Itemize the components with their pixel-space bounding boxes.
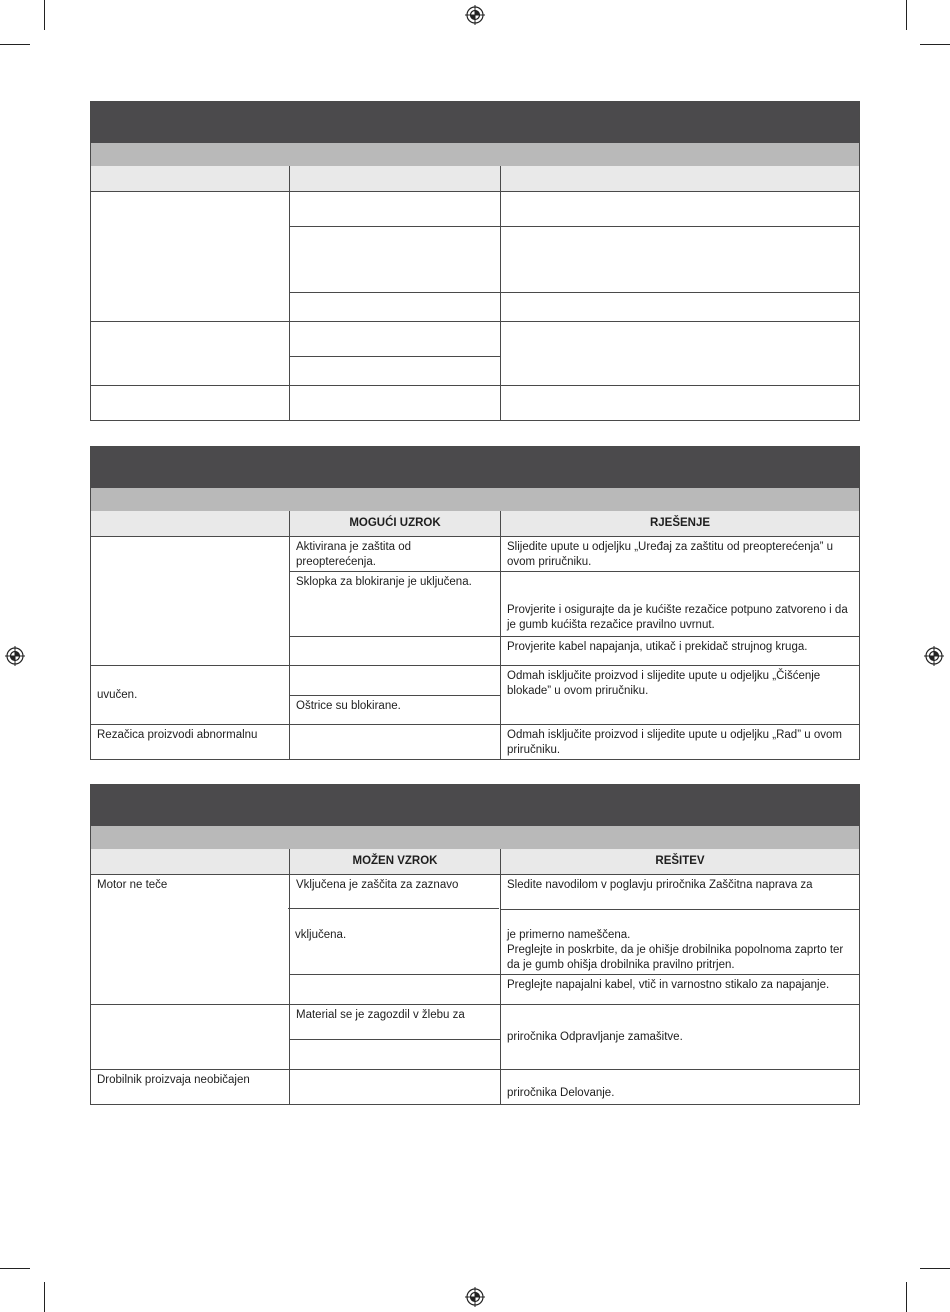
crop-mark <box>44 0 45 30</box>
table-cell-cause <box>289 321 500 356</box>
column-header-problem <box>91 849 289 874</box>
table-subtitle-bar <box>91 826 859 849</box>
table-title-bar <box>91 447 859 488</box>
column-header-solution <box>500 166 859 191</box>
table-title-bar <box>91 785 859 826</box>
column-header-cause: MOGUĆI UZROK <box>289 511 500 536</box>
table-cell-cause: Vključena je zaščita za zaznavo <box>289 874 500 974</box>
table-cell-text: vključena. <box>295 929 347 941</box>
table-cell-text: uvučen. <box>97 688 138 701</box>
table-cell-cause <box>289 1039 500 1069</box>
table-cell-cause <box>289 1069 500 1104</box>
registration-mark-icon <box>924 646 944 666</box>
table-cell-cause <box>289 226 500 292</box>
table-cell-cause: Oštrice su blokirane. <box>289 695 500 724</box>
table-cell-cause <box>289 191 500 226</box>
table-cell-problem <box>91 385 289 420</box>
table-cell-text: je primerno nameščena. <box>507 929 631 941</box>
table-cell-solution <box>500 191 859 226</box>
column-header-solution: REŠITEV <box>500 849 859 874</box>
registration-mark-icon <box>465 5 485 25</box>
table-cell-solution <box>500 1069 859 1104</box>
table-cell-cause <box>289 665 500 695</box>
table-cell-cause <box>289 385 500 420</box>
table-cell-problem: Rezačica proizvodi abnormalnu <box>91 724 289 759</box>
table-cell-solution: Odmah isključite proizvod i slijedite upute u odjeljku „Rad” u ovom priručniku. <box>500 724 859 759</box>
table-cell-problem: Motor ne teče <box>91 874 289 1004</box>
table-cell-cause: Material se je zagozdil v žlebu za <box>289 1004 500 1039</box>
table-cell-solution <box>500 571 859 636</box>
table-cell-solution: Slijedite upute u odjeljku „Uređaj za zaštitu od preopterećenja” u ovom priručniku. <box>500 536 859 571</box>
table-cell-solution <box>500 321 859 385</box>
table-cell-solution <box>500 909 859 974</box>
troubleshooting-table-3 <box>90 784 860 1105</box>
table-cell-solution: Sledite navodilom v poglavju priročnika Zaščitna naprava za <box>500 874 859 909</box>
table-cell-solution: Provjerite kabel napajanja, utikač i prekidač strujnog kruga. <box>500 636 859 665</box>
table-cell-cause <box>289 974 500 1004</box>
table-cell-solution <box>500 226 859 292</box>
crop-mark <box>44 1282 45 1312</box>
column-header-cause <box>289 166 500 191</box>
table-cell-text: priročnika Delovanje. <box>507 1087 615 1099</box>
cell-divider <box>288 908 499 909</box>
crop-mark <box>920 1268 950 1269</box>
table-cell-solution: Odmah isključite proizvod i slijedite upute u odjeljku „Čišćenje blokade” u ovom priručniku. <box>500 665 859 724</box>
table-cell-cause <box>289 292 500 321</box>
table-cell-solution <box>500 292 859 321</box>
table-cell-problem <box>91 191 289 321</box>
crop-mark <box>0 44 30 45</box>
table-cell-cause: Sklopka za blokiranje je uključena. <box>289 571 500 636</box>
crop-mark <box>906 0 907 30</box>
table-cell-cause <box>289 356 500 385</box>
column-header-problem <box>91 511 289 536</box>
table-subtitle-bar <box>91 488 859 511</box>
crop-mark <box>906 1282 907 1312</box>
table-cell-text: Preglejte in poskrbite, da je ohišje drobilnika popolnoma zaprto ter da je gumb ohišja drobilnika pravilno pritrjen. <box>507 944 844 971</box>
crop-mark <box>920 44 950 45</box>
table-cell-solution <box>500 1004 859 1069</box>
table-subtitle-bar <box>91 143 859 166</box>
registration-mark-icon <box>5 646 25 666</box>
table-cell-cause: Aktivirana je zaštita od preopterećenja. <box>289 536 500 571</box>
table-cell-problem <box>91 665 289 724</box>
table-cell-solution <box>500 385 859 420</box>
table-cell-problem <box>91 1004 289 1069</box>
table-cell-text: priročnika Odpravljanje zamašitve. <box>507 1030 683 1043</box>
registration-mark-icon <box>465 1287 485 1307</box>
troubleshooting-table-2 <box>90 446 860 760</box>
crop-mark <box>0 1268 30 1269</box>
table-cell-text: Provjerite i osigurajte da je kućište rezačice potpuno zatvoreno i da je gumb kućišta rezačice pravilno uvrnut. <box>507 604 848 631</box>
table-cell-problem <box>91 321 289 385</box>
table-cell-cause <box>289 636 500 665</box>
table-cell-problem: Drobilnik proizvaja neobičajen <box>91 1069 289 1104</box>
column-header-problem <box>91 166 289 191</box>
column-header-solution: RJEŠENJE <box>500 511 859 536</box>
table-cell-problem <box>91 536 289 665</box>
table-cell-solution: Preglejte napajalni kabel, vtič in varnostno stikalo za napajanje. <box>500 974 859 1004</box>
table-cell-cause <box>289 724 500 759</box>
troubleshooting-table-1 <box>90 101 860 421</box>
table-title-bar <box>91 102 859 143</box>
column-header-cause: MOŽEN VZROK <box>289 849 500 874</box>
